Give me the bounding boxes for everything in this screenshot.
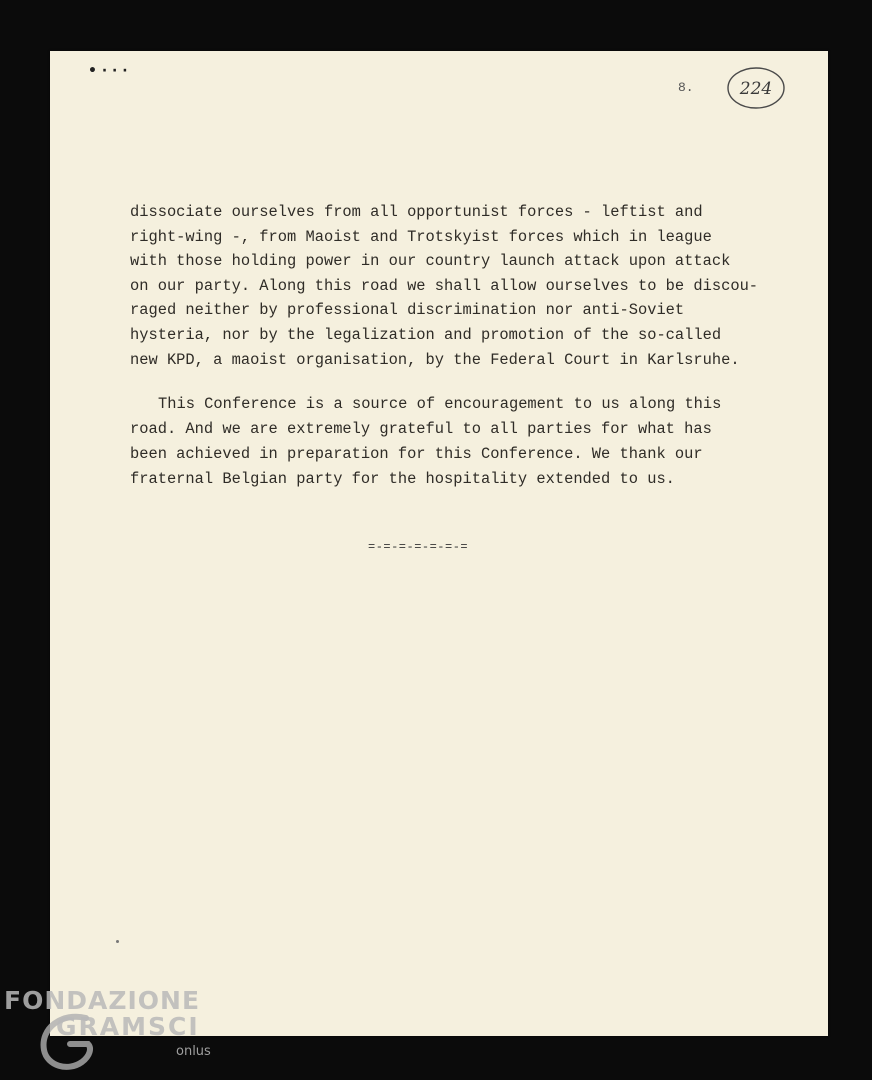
text-line: new KPD, a maoist organisation, by the Federal Court in Karlsruhe. (130, 350, 740, 369)
edge-marks: • · · · (88, 63, 128, 79)
section-separator: =-=-=-=-=-=-= (368, 540, 469, 554)
text-line: dissociate ourselves from all opportunist forces - leftist and (130, 203, 703, 221)
text-line: been achieved in preparation for this Conference. We thank our (130, 445, 703, 463)
text-line: road. And we are extremely grateful to all parties for what has (130, 420, 712, 438)
text-line: This Conference is a source of encouragement to us along this (158, 395, 722, 413)
text-line: hysteria, nor by the legalization and promotion of the so-called (130, 325, 722, 344)
archive-number-text: 224 (739, 79, 773, 99)
text-line: with those holding power in our country launch attack upon attack (130, 252, 731, 271)
archive-number-stamp (726, 66, 786, 110)
stray-ink-dot (116, 940, 119, 943)
watermark-line-1: FONDAZIONE (4, 986, 201, 1015)
watermark-line-3: onlus (176, 1044, 211, 1059)
paragraph-2 (130, 392, 721, 492)
paragraph-1 (130, 200, 770, 372)
text-line: right-wing -, from Maoist and Trotskyist forces which in league (130, 227, 712, 246)
text-line: fraternal Belgian party for the hospitality extended to us. (130, 470, 675, 488)
letter-body (130, 200, 770, 488)
watermark-line-2: GRAMSCI (56, 1012, 200, 1041)
page-number: 8. (678, 80, 694, 95)
text-line: on our party. Along this road we shall allow ourselves to be discou- (130, 276, 759, 295)
text-line: raged neither by professional discrimination nor anti-Soviet (130, 301, 685, 320)
